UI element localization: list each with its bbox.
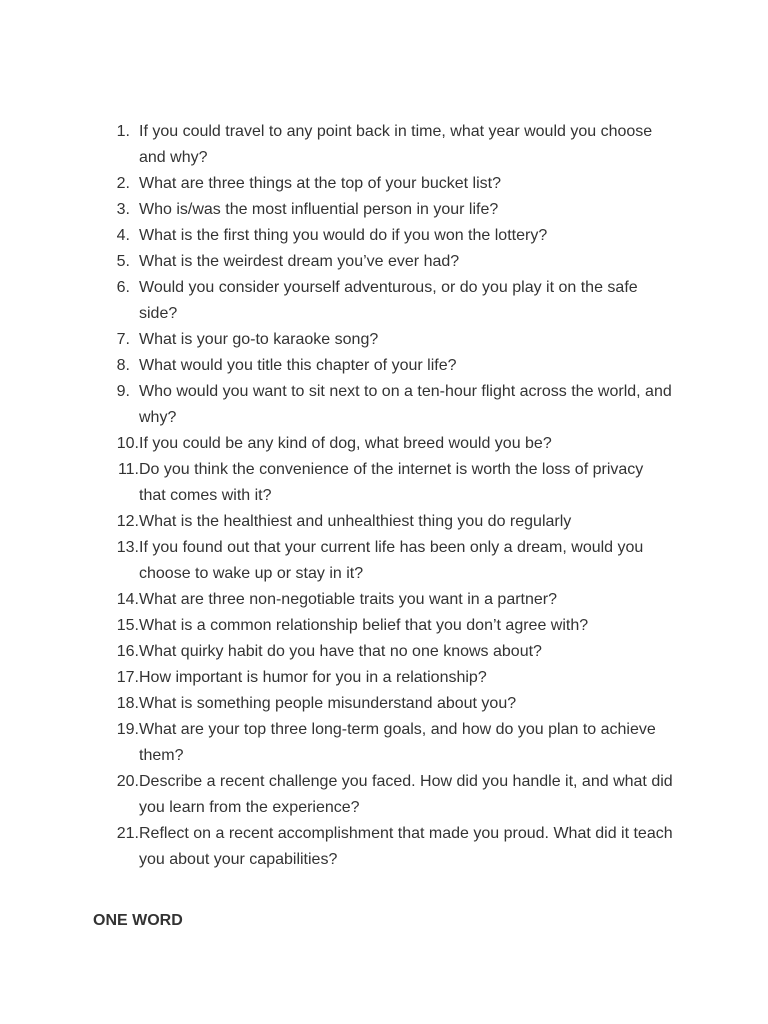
list-item-text: What is the healthiest and unhealthiest thing you do regularly xyxy=(139,513,572,530)
list-item-text: Reflect on a recent accomplishment that made you proud. What did it teach you about your capabilities? xyxy=(139,825,673,868)
list-item-text: Describe a recent challenge you faced. How did you handle it, and what did you learn from the experience? xyxy=(139,773,673,816)
list-item-text: If you could travel to any point back in time, what year would you choose and why? xyxy=(139,123,653,166)
list-item-text: Would you consider yourself adventurous, or do you play it on the safe side? xyxy=(139,279,638,322)
list-item xyxy=(93,223,673,249)
list-item-number: 10. xyxy=(116,435,139,452)
list-item-number: 8. xyxy=(116,357,130,374)
list-item xyxy=(93,639,673,665)
list-item-text: What is your go-to karaoke song? xyxy=(139,331,379,348)
list-item-number: 9. xyxy=(116,383,130,400)
list-item xyxy=(93,535,673,587)
question-list xyxy=(93,119,673,873)
list-item-text: What is a common relationship belief that you don’t agree with? xyxy=(139,617,589,634)
list-item-text: What quirky habit do you have that no one knows about? xyxy=(139,643,542,660)
list-item xyxy=(93,717,673,769)
list-item xyxy=(93,431,673,457)
list-item-number: 7. xyxy=(116,331,130,348)
list-item xyxy=(93,509,673,535)
list-item-number: 20. xyxy=(116,773,139,790)
list-item-text: How important is humor for you in a relationship? xyxy=(139,669,487,686)
section-heading: ONE WORD xyxy=(93,912,183,929)
list-item-number: 6. xyxy=(116,279,130,296)
list-item xyxy=(93,587,673,613)
list-item-text: What are three non-negotiable traits you want in a partner? xyxy=(139,591,558,608)
list-item-number: 21. xyxy=(116,825,139,842)
list-item-number: 3. xyxy=(116,201,130,218)
list-item-number: 1. xyxy=(116,123,130,140)
list-item-number: 13. xyxy=(116,539,139,556)
list-item xyxy=(93,171,673,197)
list-item-text: What is the weirdest dream you’ve ever had? xyxy=(139,253,460,270)
list-item-number: 4. xyxy=(116,227,130,244)
list-item xyxy=(93,691,673,717)
list-item xyxy=(93,249,673,275)
list-item-text: If you could be any kind of dog, what breed would you be? xyxy=(139,435,552,452)
list-item-text: Who would you want to sit next to on a ten-hour flight across the world, and why? xyxy=(139,383,672,426)
list-item xyxy=(93,379,673,431)
list-item-text: Do you think the convenience of the internet is worth the loss of privacy that comes with it? xyxy=(139,461,644,504)
list-item-text: If you found out that your current life has been only a dream, would you choose to wake up or stay in it? xyxy=(139,539,644,582)
list-item-text: What would you title this chapter of your life? xyxy=(139,357,457,374)
list-item xyxy=(93,275,673,327)
list-item-text: Who is/was the most influential person in your life? xyxy=(139,201,499,218)
list-item-number: 11. xyxy=(117,461,139,478)
list-item-number: 15. xyxy=(116,617,139,634)
list-item xyxy=(93,197,673,223)
list-item-text: What is something people misunderstand about you? xyxy=(139,695,517,712)
list-item-text: What are three things at the top of your bucket list? xyxy=(139,175,501,192)
list-item-number: 18. xyxy=(116,695,139,712)
list-item xyxy=(93,119,673,171)
list-item-number: 16. xyxy=(116,643,139,660)
list-item-number: 5. xyxy=(116,253,130,270)
list-item xyxy=(93,353,673,379)
list-item xyxy=(93,665,673,691)
list-item-number: 17. xyxy=(116,669,139,686)
list-item xyxy=(93,457,673,509)
list-item-number: 2. xyxy=(116,175,130,192)
list-item-number: 19. xyxy=(116,721,139,738)
list-item-text: What is the first thing you would do if you won the lottery? xyxy=(139,227,548,244)
list-item xyxy=(93,613,673,639)
list-item-text: What are your top three long-term goals, and how do you plan to achieve them? xyxy=(139,721,656,764)
list-item xyxy=(93,769,673,821)
list-item-number: 12. xyxy=(116,513,139,530)
list-item xyxy=(93,821,673,873)
list-item xyxy=(93,327,673,353)
list-item-number: 14. xyxy=(116,591,139,608)
